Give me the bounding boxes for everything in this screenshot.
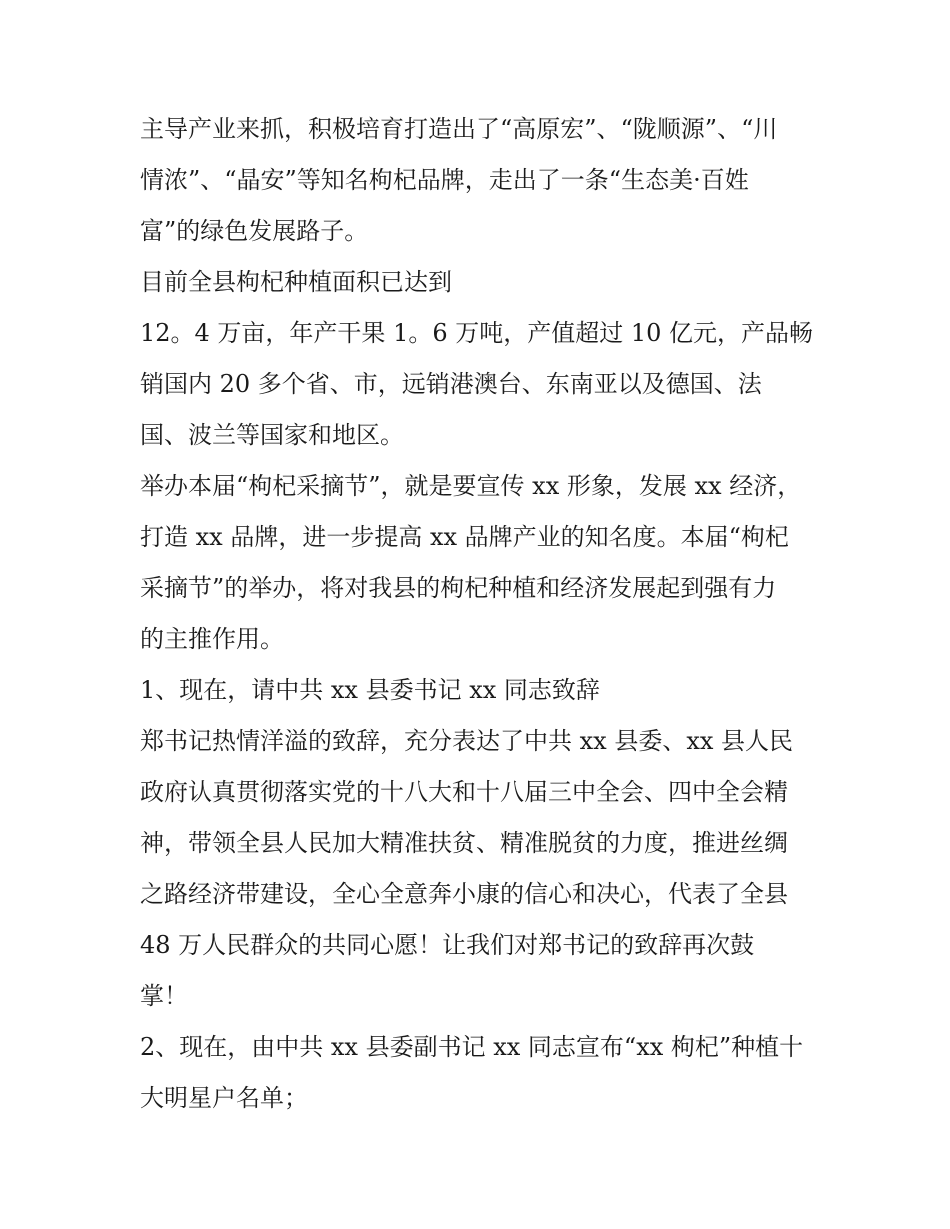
text-line: 大明星户名单； [140, 1084, 308, 1112]
text-line: 目前全县枸杞种植面积已达到 [140, 268, 452, 296]
text-line: 之路经济带建设，全心全意奔小康的信心和决心，代表了全县 [140, 880, 788, 908]
text-line: 郑书记热情洋溢的致辞，充分表达了中共 xx 县委、xx 县人民 [140, 727, 794, 755]
text-line: 神，带领全县人民加大精准扶贫、精准脱贫的力度，推进丝绸 [140, 829, 788, 857]
text-line: 富”的绿色发展路子。 [140, 217, 369, 245]
text-line: 2、现在，由中共 xx 县委副书记 xx 同志宣布“xx 枸杞”种植十 [140, 1033, 804, 1061]
text-line: 的主推作用。 [140, 625, 284, 653]
text-line: 举办本届“枸杞采摘节”，就是要宣传 xx 形象，发展 xx 经济， [140, 472, 802, 500]
text-line: 打造 xx 品牌，进一步提高 xx 品牌产业的知名度。本届“枸杞 [140, 523, 789, 551]
text-line: 销国内 20 多个省、市，远销港澳台、东南亚以及德国、法 [140, 370, 762, 398]
text-line: 48 万人民群众的共同心愿！让我们对郑书记的致辞再次鼓 [140, 931, 755, 959]
text-line: 1、现在，请中共 xx 县委书记 xx 同志致辞 [140, 676, 600, 704]
text-line: 国、波兰等国家和地区。 [140, 421, 404, 449]
text-line: 主导产业来抓，积极培育打造出了“高原宏”、“陇顺源”、“川 [140, 115, 778, 143]
text-line: 12。4 万亩，年产干果 1。6 万吨，产值超过 10 亿元，产品畅 [140, 319, 814, 347]
text-line: 政府认真贯彻落实党的十八大和十八届三中全会、四中全会精 [140, 778, 788, 806]
text-line: 掌！ [140, 982, 188, 1010]
text-line: 情浓”、“晶安”等知名枸杞品牌，走出了一条“生态美·百姓 [140, 166, 749, 194]
text-line: 采摘节”的举办，将对我县的枸杞种植和经济发展起到强有力 [140, 574, 777, 602]
